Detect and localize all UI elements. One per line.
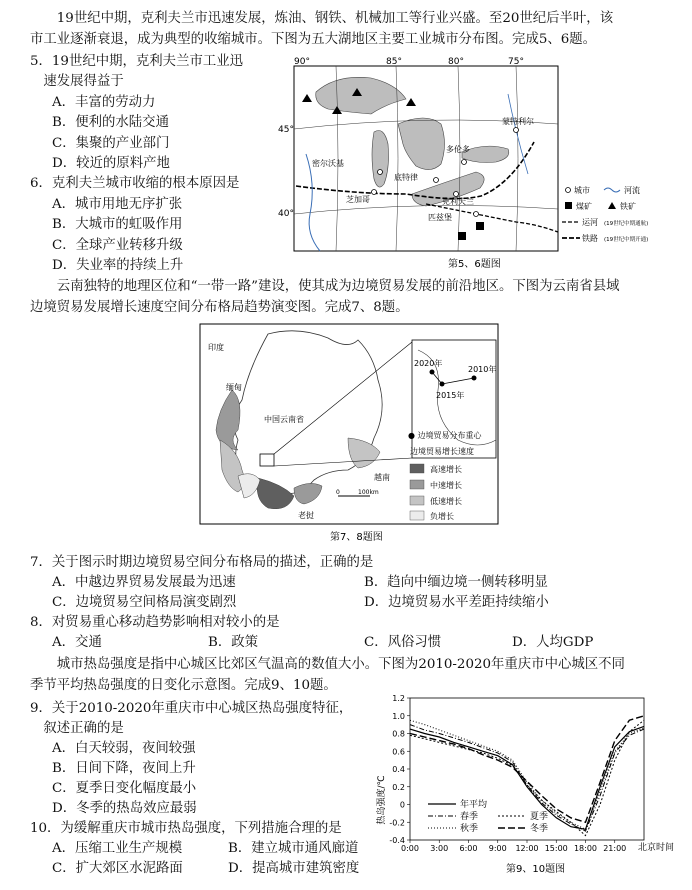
city-montreal: 蒙特利尔 <box>502 117 534 126</box>
question-6-stem: 6．克利夫兰城市收缩的根本原因是 <box>30 176 240 191</box>
svg-text:运河: 运河 <box>582 218 598 227</box>
label-2020: 2020年 <box>414 359 443 368</box>
question-10-option-b: B．建立城市通风廊道 <box>228 841 359 856</box>
chart-plot-area <box>410 698 644 840</box>
y-tick-label: 0 <box>399 800 405 810</box>
y-tick-label: 1.2 <box>392 694 405 703</box>
y-tick-label: 0.2 <box>392 782 405 792</box>
city-milwaukee: 密尔沃基 <box>312 159 344 168</box>
svg-text:(19世纪中期开通): (19世纪中期开通) <box>604 237 649 243</box>
great-lakes-map <box>276 54 672 274</box>
svg-text:河流: 河流 <box>624 186 640 195</box>
x-tick-label: 21:00 <box>603 844 627 853</box>
question-10-option-c: C．扩大郊区水泥路面 <box>52 861 183 876</box>
question-8-option-b: B．政策 <box>208 635 259 650</box>
question-10-option-d: D．提高城市建筑密度 <box>228 861 360 876</box>
series-line-3 <box>410 720 644 829</box>
y-tick-label: 0.8 <box>392 729 405 739</box>
svg-text:铁矿: 铁矿 <box>620 202 636 211</box>
intro-text-9-10-line1: 城市热岛强度是指中心城区比郊区气温高的数值大小。下图为2010-2020年重庆市中心城区不同 <box>30 657 625 672</box>
series-line-2 <box>410 720 644 835</box>
city-cleveland: 克利夫兰 <box>442 197 474 206</box>
label-2015: 2015年 <box>436 391 465 400</box>
question-6-option-b: B．大城市的虹吸作用 <box>52 217 183 232</box>
svg-text:● 边境贸易分布重心: ● 边境贸易分布重心 <box>408 431 482 440</box>
x-tick-label: 6:00 <box>459 844 478 853</box>
question-9-option-c: C．夏季日变化幅度最小 <box>52 781 197 796</box>
city-chicago: 芝加哥 <box>346 195 370 204</box>
intro-text-7-8-line1: 云南独特的地理区位和“一带一路”建设，使其成为边境贸易发展的前沿地区。下图为云南省县域 <box>30 279 620 294</box>
x-tick-label: 3:00 <box>430 844 449 853</box>
question-5-option-b: B．便利的水陆交通 <box>52 115 169 130</box>
question-9-stem-cont: 叙述正确的是 <box>30 721 124 736</box>
x-tick-label: 9:00 <box>488 844 507 853</box>
question-9-option-b: B．日间下降，夜间上升 <box>52 761 196 776</box>
question-9-option-d: D．冬季的热岛效应最弱 <box>52 801 197 816</box>
lon-label-75: 75° <box>508 57 524 67</box>
legend-annual: 年平均 <box>460 800 488 810</box>
series-line-1 <box>410 725 644 832</box>
svg-text:城市: 城市 <box>574 186 590 195</box>
label-2010: 2010年 <box>468 365 497 374</box>
chart-x-axis-label: 北京时间 <box>638 843 675 853</box>
city-pittsburgh: 匹兹堡 <box>428 213 452 222</box>
question-6-option-d: D．失业率的持续上升 <box>52 258 184 273</box>
intro-text-9-10-line2: 季节平均热岛强度的日变化示意图。完成9、10题。 <box>30 678 337 693</box>
y-tick-label: -0.2 <box>389 818 405 828</box>
question-7-option-a: A．中越边界贸易发展最为迅速 <box>52 575 236 590</box>
map1-caption: 第5、6题图 <box>448 259 501 270</box>
chart-y-axis-label: 热岛强度/℃ <box>377 775 387 825</box>
question-7-option-b: B．趋向中缅边境一侧转移明显 <box>364 575 548 590</box>
y-tick-label: 0.4 <box>392 765 405 774</box>
question-9-stem: 9．关于2010-2020年重庆市中心城区热岛强度特征， <box>30 701 353 716</box>
label-india: 印度 <box>208 343 224 352</box>
question-6-option-c: C．全球产业转移升级 <box>52 238 183 253</box>
svg-text:煤矿: 煤矿 <box>576 202 592 211</box>
x-tick-label: 12:00 <box>515 844 539 853</box>
map1-legend <box>562 185 648 243</box>
lon-label-90: 90° <box>294 57 310 67</box>
svg-text:负增长: 负增长 <box>430 512 454 521</box>
y-tick-label: 0.6 <box>392 747 405 757</box>
svg-text:铁路: 铁路 <box>582 234 598 243</box>
question-7-option-d: D．边境贸易水平差距持续缩小 <box>364 595 549 610</box>
legend-winter: 冬季 <box>530 824 549 834</box>
y-tick-label: -0.4 <box>389 836 405 845</box>
intro-text-5-6-line1: 19世纪中期，克利夫兰市迅速发展，炼油、钢铁、机械加工等行业兴盛。至20世纪后半叶，该 <box>30 11 614 26</box>
question-8-option-c: C．风俗习惯 <box>364 635 442 650</box>
yunnan-border-trade-map <box>198 320 518 552</box>
lon-label-85: 85° <box>386 57 402 67</box>
question-9-option-a: A．白天较弱，夜间较强 <box>52 741 196 756</box>
x-tick-label: 18:00 <box>573 844 598 853</box>
x-tick-label: 0:00 <box>401 844 419 853</box>
lon-label-80: 80° <box>448 57 464 67</box>
svg-text:中速增长: 中速增长 <box>430 481 462 490</box>
heat-island-chart <box>372 690 688 886</box>
svg-text:高速增长: 高速增长 <box>430 465 462 474</box>
chart-series-lines <box>410 716 644 836</box>
legend-autumn: 秋季 <box>460 824 479 834</box>
svg-text:(19世纪中期通航): (19世纪中期通航) <box>604 221 649 227</box>
intro-text-7-8-line2: 边境贸易发展增长速度空间分布格局趋势演变图。完成7、8题。 <box>30 300 409 315</box>
question-8-option-a: A．交通 <box>52 635 102 650</box>
intro-text-5-6-line2: 市工业逐渐衰退，成为典型的收缩城市。下图为五大湖地区主要工业城市分布图。完成5、6题。 <box>30 32 597 47</box>
chart-caption: 第9、10题图 <box>506 864 566 875</box>
label-vietnam: 越南 <box>374 473 390 482</box>
label-myanmar: 缅甸 <box>226 383 242 392</box>
question-8-option-d: D．人均GDP <box>512 635 594 650</box>
question-7-option-c: C．边境贸易空间格局演变剧烈 <box>52 595 237 610</box>
label-yunnan: 中国云南省 <box>264 415 304 424</box>
question-5-option-a: A．丰富的劳动力 <box>52 95 156 110</box>
question-5-stem-cont: 速发展得益于 <box>30 74 124 89</box>
legend-spring: 春季 <box>460 812 479 822</box>
svg-text:边境贸易增长速度: 边境贸易增长速度 <box>410 447 474 456</box>
question-5-option-c: C．集聚的产业部门 <box>52 136 170 151</box>
label-laos: 老挝 <box>298 511 314 520</box>
svg-text:100km: 100km <box>358 489 379 496</box>
question-7-stem: 7．关于图示时期边境贸易空间分布格局的描述，正确的是 <box>30 555 374 570</box>
question-10-stem: 10．为缓解重庆市城市热岛强度，下列措施合理的是 <box>30 821 342 836</box>
question-5-stem: 5．19世纪中期，克利夫兰市工业迅 <box>30 54 244 69</box>
svg-text:低速增长: 低速增长 <box>430 497 462 506</box>
legend-summer: 夏季 <box>530 812 549 822</box>
svg-text:0: 0 <box>336 489 340 496</box>
city-detroit: 底特律 <box>394 173 418 182</box>
lat-label-45: 45° <box>278 125 294 135</box>
x-tick-label: 15:00 <box>544 844 568 853</box>
question-10-option-a: A．压缩工业生产规模 <box>52 841 183 856</box>
chart-legend <box>428 798 548 834</box>
question-6-option-a: A．城市用地无序扩张 <box>52 197 183 212</box>
chart-axes <box>389 694 644 853</box>
question-5-option-d: D．较近的原料产地 <box>52 156 170 171</box>
question-8-stem: 8．对贸易重心移动趋势影响相对较小的是 <box>30 615 280 630</box>
city-toronto: 多伦多 <box>446 145 470 154</box>
y-tick-label: 1.0 <box>392 711 405 721</box>
lat-label-40: 40° <box>278 209 294 219</box>
map2-caption: 第7、8题图 <box>330 532 383 543</box>
